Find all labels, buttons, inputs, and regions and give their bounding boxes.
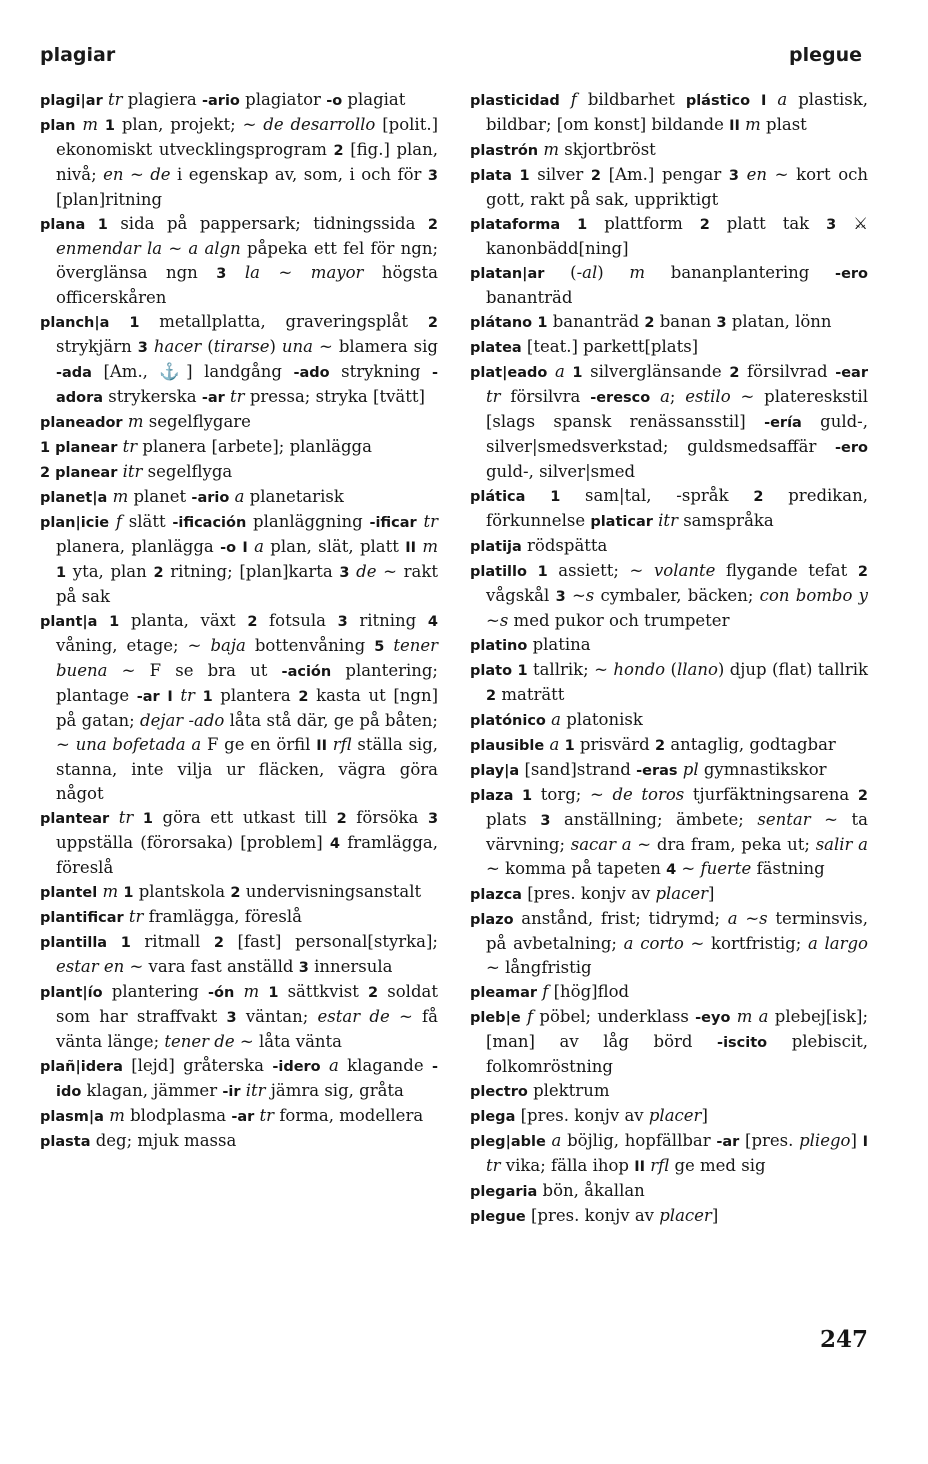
dictionary-entry: plazo anstånd, frist; tidrymd; a ~s terminsvis, på avbetalning; a corto ~ kortfristig; a largo ~ långfristig xyxy=(470,909,869,977)
dictionary-entry: planeador m segelflygare xyxy=(40,412,251,431)
dictionary-entry: platino platina xyxy=(470,635,591,654)
dictionary-entry: plastrón m skjortbröst xyxy=(470,140,656,159)
dictionary-entry: 1 planear tr planera [arbete]; planlägga xyxy=(40,437,372,456)
dictionary-entry: plagi|ar tr plagiera -ario plagiator -o plagiat xyxy=(40,90,406,109)
dictionary-entry: plant|a 1 planta, växt 2 fotsula 3 ritning 4 våning, etage; ~ baja bottenvåning 5 tener buena ~ F se bra ut -ación plantering; plantage -ar I tr 1 plantera 2 kasta ut [ngn] på gatan; dejar -ado låta stå där, ge på båten; ~ una bofetada a F ge en örfil II rfl ställa sig, stanna, inte vilja ur fläcken, vägra göra något xyxy=(40,611,439,803)
dictionary-entry: platillo 1 assiett; ~ volante flygande tefat 2 vågskål 3 ~s cymbaler, bäcken; con bombo y ~s med pukor och trumpeter xyxy=(470,561,868,630)
dictionary-entry: plant|ío plantering -ón m 1 sättkvist 2 soldat som har straffvakt 3 väntan; estar de ~ få vänta länge; tener de ~ låta vänta xyxy=(40,982,438,1051)
dictionary-entry: plata 1 silver 2 [Am.] pengar 3 en ~ kort och gott, rakt på sak, uppriktigt xyxy=(470,165,869,209)
dictionary-entry: plegue [pres. konjv av placer] xyxy=(470,1206,719,1225)
dictionary-entry: plantel m 1 plantskola 2 undervisningsanstalt xyxy=(40,882,422,901)
dictionary-entry: pleb|e f pöbel; underklass -eyo m a plebej[isk]; [man] av låg börd -iscito plebiscit, folkomröstning xyxy=(470,1007,869,1076)
dictionary-entry: platónico a platonisk xyxy=(470,710,643,729)
right-column xyxy=(470,88,868,1229)
dictionary-entry: plática 1 sam|tal, -språk 2 predikan, förkunnelse platicar itr samspråka xyxy=(470,486,869,530)
dictionary-entry: plaza 1 torg; ~ de toros tjurfäktningsarena 2 plats 3 anställning; ämbete; sentar ~ ta värvning; sacar a ~ dra fram, peka ut; salir a ~ komma på tapeten 4 ~ fuerte fästning xyxy=(470,785,868,878)
dictionary-entry: plazca [pres. konjv av placer] xyxy=(470,884,715,903)
dictionary-entry: planet|a m planet -ario a planetarisk xyxy=(40,487,344,506)
dictionary-entry: planch|a 1 metallplatta, graveringsplåt 2 strykjärn 3 hacer (tirarse) una ~ blamera sig -ada [Am., ⚓] landgång -ado strykning -adora strykerska -ar tr pressa; stryka [tvätt] xyxy=(40,312,439,406)
dictionary-entry: plan m 1 plan, projekt; ~ de desarrollo [polit.] ekonomiskt utvecklingsprogram 2 [fig.] plan, nivå; en ~ de i egenskap av, som, i och för 3 [plan]ritning xyxy=(40,115,439,209)
dictionary-entry: platea [teat.] parkett[plats] xyxy=(470,337,699,356)
running-head-right: plegue xyxy=(788,44,862,66)
dictionary-entry: plataforma 1 plattform 2 platt tak 3 ⚔ kanonbädd[ning] xyxy=(470,214,868,258)
dictionary-entry: plantear tr 1 göra ett utkast till 2 försöka 3 uppställa (förorsaka) [problem] 4 framlägga, föreslå xyxy=(40,808,439,877)
dictionary-entry: plasticidad f bildbarhet plástico I a plastisk, bildbar; [om konst] bildande II m plast xyxy=(470,90,869,134)
dictionary-entry: plátano 1 bananträd 2 banan 3 platan, lönn xyxy=(470,312,832,331)
left-column xyxy=(40,88,438,1154)
dictionary-entry: play|a [sand]strand -eras pl gymnastikskor xyxy=(470,760,827,779)
dictionary-entry: plato 1 tallrik; ~ hondo (llano) djup (flat) tallrik 2 maträtt xyxy=(470,660,868,704)
dictionary-entry: plausible a 1 prisvärd 2 antaglig, godtagbar xyxy=(470,735,836,754)
dictionary-entry: plega [pres. konjv av placer] xyxy=(470,1106,708,1125)
dictionary-entry: pleamar f [hög]flod xyxy=(470,982,630,1001)
dictionary-entry: plegaria bön, åkallan xyxy=(470,1181,645,1200)
dictionary-entry: plectro plektrum xyxy=(470,1081,610,1100)
dictionary-entry: pleg|able a böjlig, hopfällbar -ar [pres. pliego] I tr vika; fälla ihop II rfl ge med sig xyxy=(470,1131,869,1175)
running-head-left: plagiar xyxy=(40,44,116,66)
dictionary-entry: platan|ar (-al) m bananplantering -ero bananträd xyxy=(470,263,869,307)
dictionary-entry: plasm|a m blodplasma -ar tr forma, modellera xyxy=(40,1106,424,1125)
dictionary-entry: platija rödspätta xyxy=(470,536,608,555)
dictionary-entry: 2 planear itr segelflyga xyxy=(40,462,233,481)
dictionary-entry: plan|icie f slätt -ificación planläggning -ificar tr planera, planlägga -o I a plan, slät, platt II m 1 yta, plan 2 ritning; [plan]karta 3 de ~ rakt på sak xyxy=(40,512,438,606)
dictionary-entry: plantilla 1 ritmall 2 [fast] personal[styrka]; estar en ~ vara fast anställd 3 innersula xyxy=(40,932,438,976)
dictionary-entry: plat|eado a 1 silverglänsande 2 försilvrad -ear tr försilvra -eresco a; estilo ~ platereskstil [slags spansk renässansstil] -ería guld-, silver|smedsverkstad; guldsmedsaffär -ero guld-, silver|smed xyxy=(470,362,868,481)
page-number: 247 xyxy=(819,1326,868,1353)
dictionary-entry: plañ|idera [lejd] gråterska -idero a klagande -ido klagan, jämmer -ir itr jämra sig, gråta xyxy=(40,1056,438,1100)
dictionary-entry: plasta deg; mjuk massa xyxy=(40,1131,237,1150)
dictionary-entry: plana 1 sida på pappersark; tidningssida 2 enmendar la ~ a algn påpeka ett fel för ngn; överglänsa ngn 3 la ~ mayor högsta officerskåren xyxy=(40,214,439,307)
dictionary-entry: plantificar tr framlägga, föreslå xyxy=(40,907,302,926)
